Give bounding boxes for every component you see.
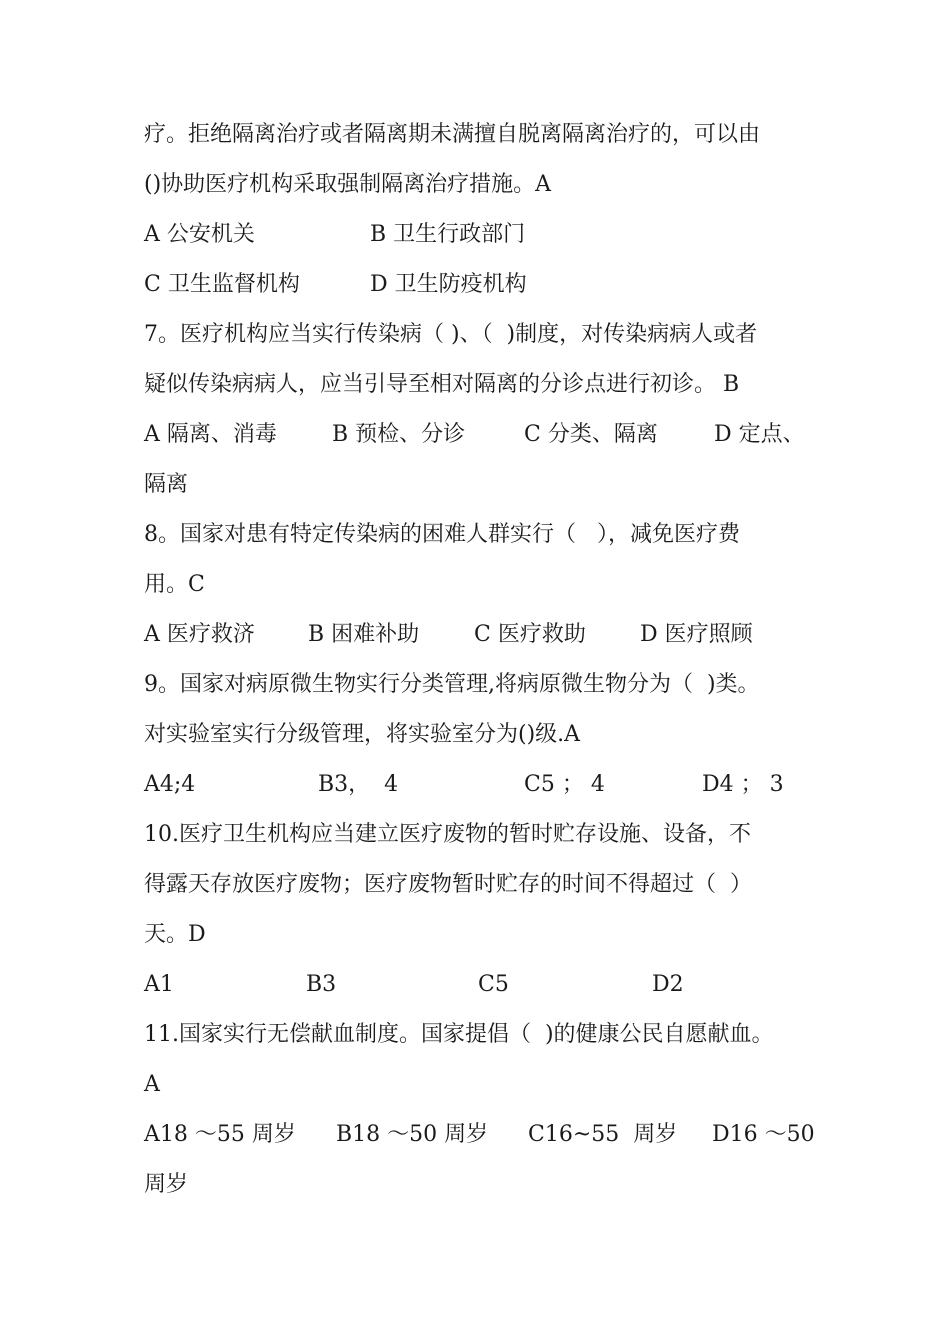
q11-option-d: D16 ～50 [712, 1122, 815, 1147]
q8-text-line-1: 8。国家对患有特定传染病的困难人群实行（ ），减免医疗费 [144, 522, 740, 547]
q9-option-b: B3， 4 [318, 772, 399, 797]
q6-option-c: C 卫生监督机构 [144, 272, 300, 297]
q9-option-a: A4;4 [144, 772, 196, 797]
q7-option-b: B 预检、分诊 [332, 422, 466, 447]
q9-text-line-1: 9。国家对病原微生物实行分类管理,将病原微生物分为（ )类。 [144, 672, 760, 697]
q7-option-d: D 定点、 [714, 422, 805, 447]
q10-option-d: D2 [652, 972, 684, 997]
q10-text-line-3: 天。D [144, 922, 206, 947]
q11-text-line-1: 11.国家实行无偿献血制度。国家提倡（ )的健康公民自愿献血。 [144, 1022, 774, 1047]
q10-text-line-1: 10.医疗卫生机构应当建立医疗废物的暂时贮存设施、设备，不 [144, 822, 751, 847]
q11-options [144, 1120, 814, 1300]
q11-answer: A [144, 1072, 160, 1097]
q6-text-line-2: ()协助医疗机构采取强制隔离治疗措施。A [144, 172, 552, 197]
q7-text-line-2: 疑似传染病病人，应当引导至相对隔离的分诊点进行初诊。 B [144, 372, 740, 397]
q10-option-c: C5 [478, 972, 509, 997]
q11-option-b: B18 ～50 周岁 [336, 1122, 489, 1147]
q8-option-a: A 医疗救济 [144, 622, 255, 647]
q8-option-d: D 医疗照顾 [640, 622, 753, 647]
q11-option-c: C16~55 周岁 [528, 1122, 678, 1147]
q9-text-line-2: 对实验室实行分级管理，将实验室分为()级.A [144, 722, 581, 747]
q11-option-d-continued: 周岁 [144, 1172, 189, 1197]
q10-text-line-2: 得露天存放医疗废物；医疗废物暂时贮存的时间不得超过（ ） [144, 872, 752, 897]
q6-option-a: A 公安机关 [144, 222, 255, 247]
q10-option-b: B3 [306, 972, 337, 997]
q7-text-line-1: 7。医疗机构应当实行传染病（ )、（ )制度，对传染病病人或者 [144, 322, 758, 347]
q7-option-a: A 隔离、消毒 [144, 422, 277, 447]
q6-option-d: D 卫生防疫机构 [370, 272, 527, 297]
q7-option-c: C 分类、隔离 [524, 422, 658, 447]
q6-option-b: B 卫生行政部门 [370, 222, 526, 247]
q8-option-b: B 困难补助 [308, 622, 420, 647]
q6-text-line-1: 疗。拒绝隔离治疗或者隔离期未满擅自脱离隔离治疗的，可以由 [144, 122, 761, 147]
q9-option-c: C5 ； 4 [524, 772, 605, 797]
q8-option-c: C 医疗救助 [474, 622, 586, 647]
q8-text-line-2: 用。C [144, 572, 205, 597]
q10-option-a: A1 [144, 972, 174, 997]
q7-option-d-continued: 隔离 [144, 472, 189, 497]
q9-option-d: D4 ； 3 [702, 772, 784, 797]
q11-option-a: A18 ～55 周岁 [144, 1122, 296, 1147]
